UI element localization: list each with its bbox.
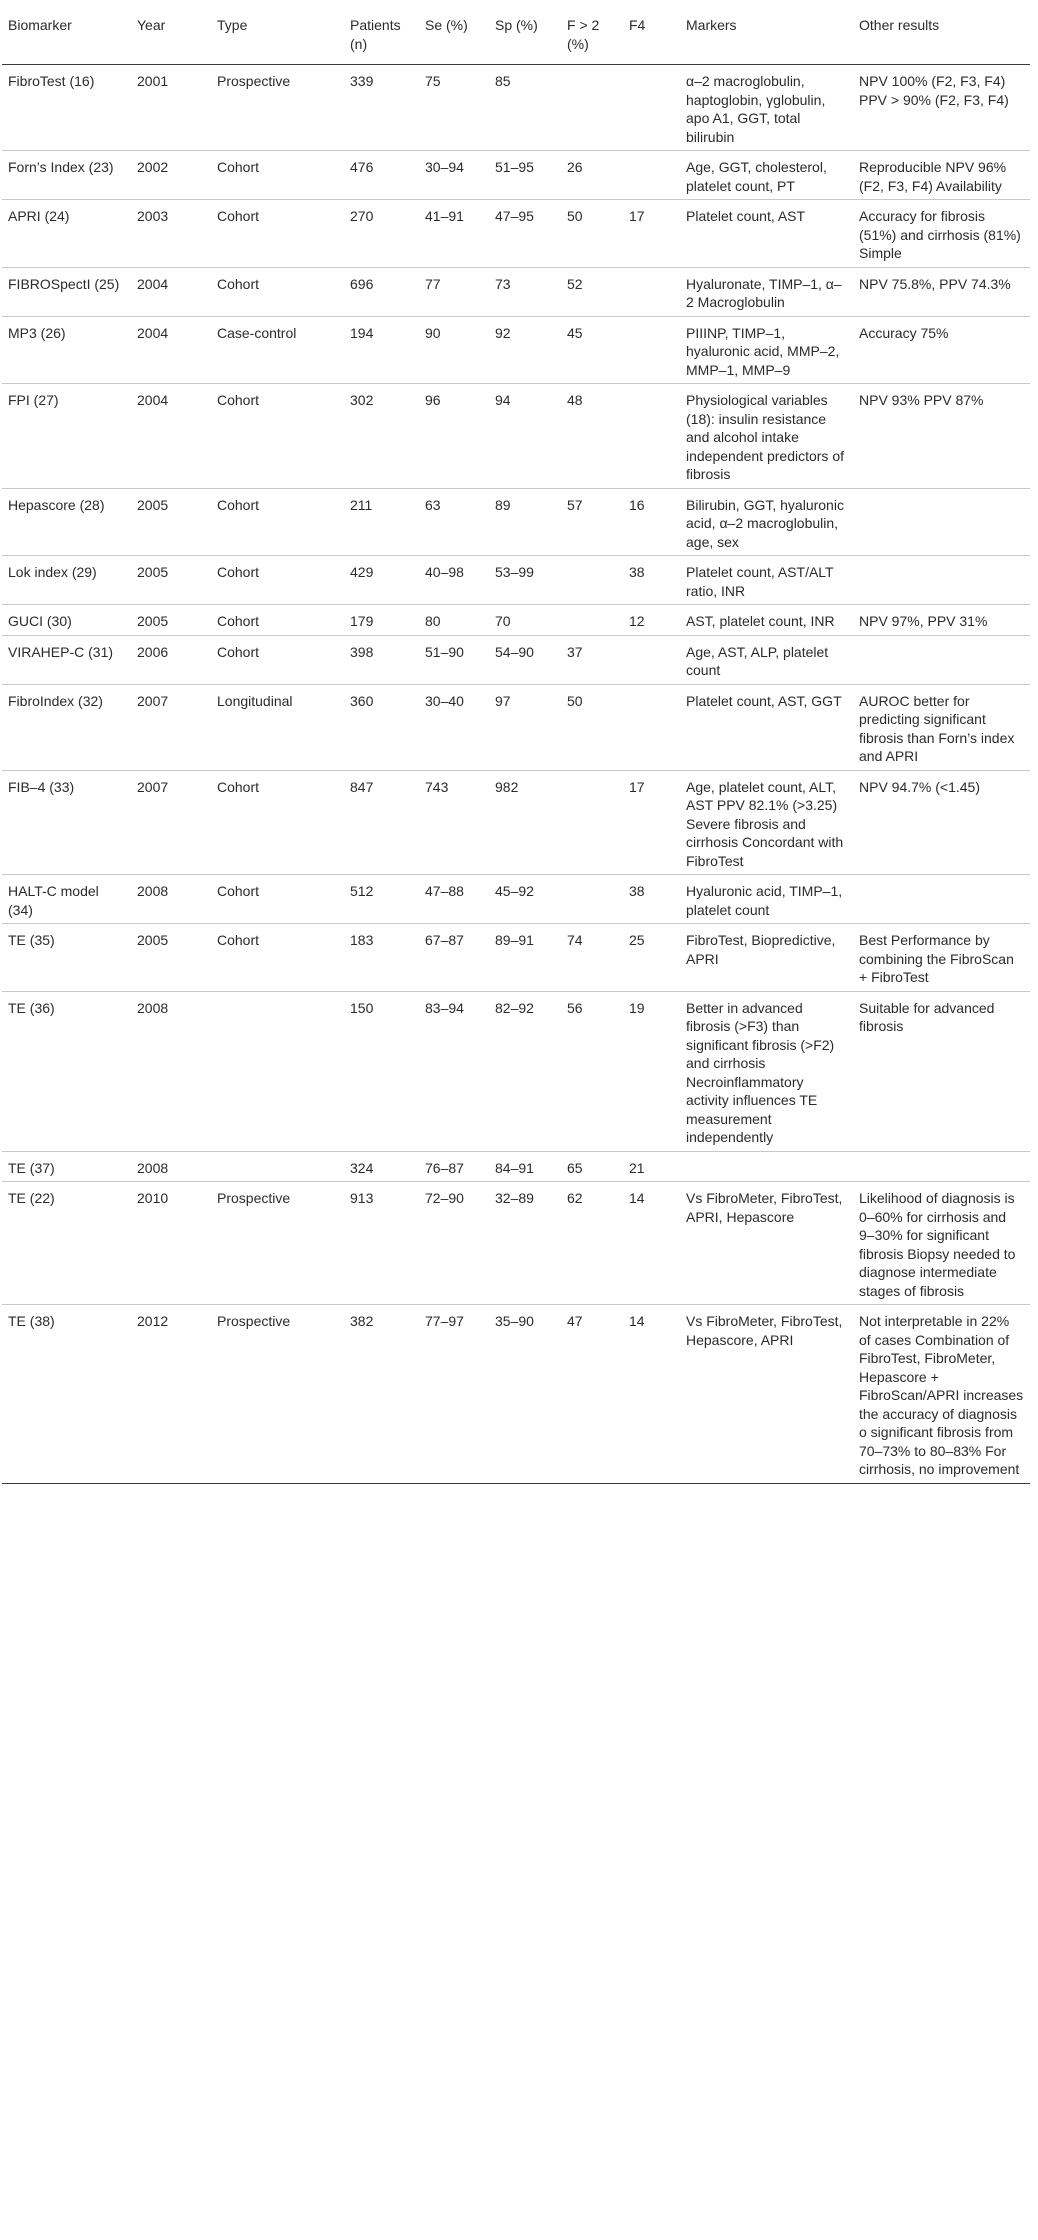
cell-f4: 17 — [623, 200, 680, 268]
cell-f4: 21 — [623, 1151, 680, 1182]
cell-other-results — [853, 875, 1030, 924]
cell-sp: 85 — [489, 65, 561, 151]
cell-other-results — [853, 488, 1030, 556]
cell-type: Prospective — [211, 65, 344, 151]
cell-markers: Vs FibroMeter, FibroTest, Hepascore, APRI — [680, 1305, 853, 1484]
cell-sp: 32–89 — [489, 1182, 561, 1305]
cell-sp: 70 — [489, 605, 561, 636]
cell-f2 — [561, 556, 623, 605]
cell-markers: PIIINP, TIMP–1, hyaluronic acid, MMP–2, MMP–1, MMP–9 — [680, 316, 853, 384]
cell-se: 40–98 — [419, 556, 489, 605]
cell-markers: Hyaluronic acid, TIMP–1, platelet count — [680, 875, 853, 924]
cell-other-results: NPV 97%, PPV 31% — [853, 605, 1030, 636]
cell-type: Cohort — [211, 488, 344, 556]
cell-type: Cohort — [211, 151, 344, 200]
table-row — [2, 1151, 1030, 1182]
cell-se: 90 — [419, 316, 489, 384]
header-f4: F4 — [623, 6, 680, 65]
cell-f4: 17 — [623, 770, 680, 875]
cell-se: 30–40 — [419, 684, 489, 770]
cell-f4: 25 — [623, 924, 680, 992]
cell-year: 2004 — [131, 267, 211, 316]
table-row — [2, 684, 1030, 770]
cell-se: 83–94 — [419, 991, 489, 1151]
table-row — [2, 384, 1030, 489]
table-row — [2, 875, 1030, 924]
cell-sp: 47–95 — [489, 200, 561, 268]
table-row — [2, 770, 1030, 875]
cell-year: 2005 — [131, 488, 211, 556]
header-biomarker: Biomarker — [2, 6, 131, 65]
cell-markers: FibroTest, Biopredictive, APRI — [680, 924, 853, 992]
cell-patients: 512 — [344, 875, 419, 924]
cell-patients: 847 — [344, 770, 419, 875]
table-row — [2, 151, 1030, 200]
cell-f4 — [623, 65, 680, 151]
header-type: Type — [211, 6, 344, 65]
cell-biomarker: FIB–4 (33) — [2, 770, 131, 875]
header-markers: Markers — [680, 6, 853, 65]
cell-se: 47–88 — [419, 875, 489, 924]
cell-se: 80 — [419, 605, 489, 636]
cell-se: 96 — [419, 384, 489, 489]
cell-markers: Bilirubin, GGT, hyaluronic acid, α–2 macroglobulin, age, sex — [680, 488, 853, 556]
cell-type: Prospective — [211, 1305, 344, 1484]
cell-type: Cohort — [211, 200, 344, 268]
cell-patients: 324 — [344, 1151, 419, 1182]
cell-year: 2010 — [131, 1182, 211, 1305]
cell-type: Cohort — [211, 384, 344, 489]
table-row — [2, 924, 1030, 992]
cell-f2: 50 — [561, 200, 623, 268]
cell-other-results — [853, 1151, 1030, 1182]
cell-patients: 339 — [344, 65, 419, 151]
cell-markers: α–2 macroglobulin, haptoglobin, γglobulin, apo A1, GGT, total bilirubin — [680, 65, 853, 151]
cell-markers: Hyaluronate, TIMP–1, α–2 Macroglobulin — [680, 267, 853, 316]
table-row — [2, 605, 1030, 636]
cell-other-results: Likelihood of diagnosis is 0–60% for cirrhosis and 9–30% for significant fibrosis Biopsy needed to diagnose intermediate stages of fibrosis — [853, 1182, 1030, 1305]
cell-other-results: NPV 100% (F2, F3, F4) PPV > 90% (F2, F3, F4) — [853, 65, 1030, 151]
cell-other-results: NPV 93% PPV 87% — [853, 384, 1030, 489]
cell-f4: 38 — [623, 556, 680, 605]
cell-se: 75 — [419, 65, 489, 151]
cell-f2 — [561, 65, 623, 151]
cell-patients: 398 — [344, 635, 419, 684]
cell-year: 2004 — [131, 384, 211, 489]
table-row — [2, 65, 1030, 151]
cell-year: 2005 — [131, 556, 211, 605]
cell-f2 — [561, 875, 623, 924]
cell-se: 77–97 — [419, 1305, 489, 1484]
cell-type: Cohort — [211, 875, 344, 924]
cell-biomarker: GUCI (30) — [2, 605, 131, 636]
cell-biomarker: APRI (24) — [2, 200, 131, 268]
cell-biomarker: TE (37) — [2, 1151, 131, 1182]
table-row — [2, 267, 1030, 316]
cell-markers: Physiological variables (18): insulin resistance and alcohol intake independent predictors of fibrosis — [680, 384, 853, 489]
cell-sp: 84–91 — [489, 1151, 561, 1182]
table-row — [2, 1182, 1030, 1305]
cell-type: Prospective — [211, 1182, 344, 1305]
header-f2: F > 2 (%) — [561, 6, 623, 65]
biomarker-table — [2, 6, 1030, 1484]
cell-other-results: Not interpretable in 22% of cases Combination of FibroTest, FibroMeter, Hepascore + FibroScan/APRI increases the accuracy of diagnosis o significant fibrosis from 70–73% to 80–83% For cirrhosis, no improvement — [853, 1305, 1030, 1484]
cell-markers: Platelet count, AST — [680, 200, 853, 268]
cell-other-results: Reproducible NPV 96% (F2, F3, F4) Availability — [853, 151, 1030, 200]
cell-se: 41–91 — [419, 200, 489, 268]
cell-year: 2007 — [131, 684, 211, 770]
cell-f2: 65 — [561, 1151, 623, 1182]
cell-f2: 74 — [561, 924, 623, 992]
cell-patients: 302 — [344, 384, 419, 489]
cell-patients: 150 — [344, 991, 419, 1151]
cell-sp: 89–91 — [489, 924, 561, 992]
cell-f2: 57 — [561, 488, 623, 556]
table-row — [2, 488, 1030, 556]
cell-year: 2005 — [131, 924, 211, 992]
cell-markers: Better in advanced fibrosis (>F3) than significant fibrosis (>F2) and cirrhosis Necroinflammatory activity influences TE measurement independently — [680, 991, 853, 1151]
cell-patients: 183 — [344, 924, 419, 992]
cell-year: 2008 — [131, 875, 211, 924]
cell-biomarker: VIRAHEP-C (31) — [2, 635, 131, 684]
cell-patients: 696 — [344, 267, 419, 316]
cell-biomarker: MP3 (26) — [2, 316, 131, 384]
cell-f4 — [623, 151, 680, 200]
cell-markers — [680, 1151, 853, 1182]
cell-year: 2001 — [131, 65, 211, 151]
cell-f2: 62 — [561, 1182, 623, 1305]
cell-biomarker: Forn’s Index (23) — [2, 151, 131, 200]
cell-patients: 211 — [344, 488, 419, 556]
cell-sp: 82–92 — [489, 991, 561, 1151]
cell-type: Cohort — [211, 635, 344, 684]
cell-patients: 360 — [344, 684, 419, 770]
cell-other-results: NPV 75.8%, PPV 74.3% — [853, 267, 1030, 316]
cell-patients: 179 — [344, 605, 419, 636]
cell-f2: 50 — [561, 684, 623, 770]
cell-f2 — [561, 605, 623, 636]
table-row — [2, 635, 1030, 684]
cell-se: 72–90 — [419, 1182, 489, 1305]
cell-markers: Platelet count, AST/ALT ratio, INR — [680, 556, 853, 605]
cell-year: 2007 — [131, 770, 211, 875]
cell-other-results: Accuracy 75% — [853, 316, 1030, 384]
table-row — [2, 316, 1030, 384]
cell-sp: 51–95 — [489, 151, 561, 200]
cell-f4 — [623, 684, 680, 770]
cell-type: Cohort — [211, 770, 344, 875]
cell-patients: 429 — [344, 556, 419, 605]
header-patients: Patients (n) — [344, 6, 419, 65]
cell-type: Cohort — [211, 556, 344, 605]
cell-other-results: AUROC better for predicting significant fibrosis than Forn’s index and APRI — [853, 684, 1030, 770]
table-row — [2, 991, 1030, 1151]
cell-patients: 194 — [344, 316, 419, 384]
cell-f4: 19 — [623, 991, 680, 1151]
cell-other-results: Accuracy for fibrosis (51%) and cirrhosis (81%) Simple — [853, 200, 1030, 268]
cell-year: 2006 — [131, 635, 211, 684]
cell-biomarker: HALT-C model (34) — [2, 875, 131, 924]
cell-markers: AST, platelet count, INR — [680, 605, 853, 636]
cell-sp: 92 — [489, 316, 561, 384]
cell-f4 — [623, 635, 680, 684]
cell-markers: Age, AST, ALP, platelet count — [680, 635, 853, 684]
cell-f2: 26 — [561, 151, 623, 200]
cell-f2: 52 — [561, 267, 623, 316]
cell-markers: Age, GGT, cholesterol, platelet count, PT — [680, 151, 853, 200]
cell-sp: 982 — [489, 770, 561, 875]
cell-patients: 270 — [344, 200, 419, 268]
cell-biomarker: TE (22) — [2, 1182, 131, 1305]
cell-f4: 38 — [623, 875, 680, 924]
cell-type: Case-control — [211, 316, 344, 384]
header-row — [2, 6, 1030, 65]
cell-type: Longitudinal — [211, 684, 344, 770]
cell-year: 2003 — [131, 200, 211, 268]
cell-markers: Vs FibroMeter, FibroTest, APRI, Hepascore — [680, 1182, 853, 1305]
cell-f2: 48 — [561, 384, 623, 489]
cell-f2: 56 — [561, 991, 623, 1151]
cell-sp: 94 — [489, 384, 561, 489]
cell-se: 51–90 — [419, 635, 489, 684]
cell-f4: 12 — [623, 605, 680, 636]
cell-type — [211, 1151, 344, 1182]
cell-biomarker: FibroTest (16) — [2, 65, 131, 151]
cell-other-results: NPV 94.7% (<1.45) — [853, 770, 1030, 875]
cell-f4 — [623, 316, 680, 384]
cell-sp: 45–92 — [489, 875, 561, 924]
table-body — [2, 65, 1030, 1484]
header-sp: Sp (%) — [489, 6, 561, 65]
cell-type — [211, 991, 344, 1151]
cell-f4 — [623, 384, 680, 489]
header-se: Se (%) — [419, 6, 489, 65]
cell-biomarker: Hepascore (28) — [2, 488, 131, 556]
cell-type: Cohort — [211, 924, 344, 992]
cell-se: 76–87 — [419, 1151, 489, 1182]
cell-patients: 476 — [344, 151, 419, 200]
cell-year: 2012 — [131, 1305, 211, 1484]
cell-patients: 382 — [344, 1305, 419, 1484]
cell-f4 — [623, 267, 680, 316]
cell-biomarker: FPI (27) — [2, 384, 131, 489]
cell-f2: 37 — [561, 635, 623, 684]
cell-biomarker: TE (36) — [2, 991, 131, 1151]
cell-biomarker: Lok index (29) — [2, 556, 131, 605]
cell-biomarker: TE (38) — [2, 1305, 131, 1484]
table-header — [2, 6, 1030, 65]
cell-se: 63 — [419, 488, 489, 556]
cell-type: Cohort — [211, 605, 344, 636]
cell-sp: 54–90 — [489, 635, 561, 684]
cell-se: 77 — [419, 267, 489, 316]
header-year: Year — [131, 6, 211, 65]
cell-markers: Platelet count, AST, GGT — [680, 684, 853, 770]
cell-sp: 73 — [489, 267, 561, 316]
cell-year: 2004 — [131, 316, 211, 384]
table-row — [2, 200, 1030, 268]
cell-f2: 47 — [561, 1305, 623, 1484]
cell-f2 — [561, 770, 623, 875]
header-other-results: Other results — [853, 6, 1030, 65]
cell-other-results — [853, 556, 1030, 605]
cell-f2: 45 — [561, 316, 623, 384]
cell-type: Cohort — [211, 267, 344, 316]
cell-f4: 16 — [623, 488, 680, 556]
cell-sp: 35–90 — [489, 1305, 561, 1484]
cell-markers: Age, platelet count, ALT, AST PPV 82.1% (>3.25) Severe fibrosis and cirrhosis Concordant with FibroTest — [680, 770, 853, 875]
cell-patients: 913 — [344, 1182, 419, 1305]
cell-sp: 89 — [489, 488, 561, 556]
cell-biomarker: FibroIndex (32) — [2, 684, 131, 770]
cell-biomarker: FIBROSpectI (25) — [2, 267, 131, 316]
table-row — [2, 556, 1030, 605]
cell-se: 30–94 — [419, 151, 489, 200]
cell-sp: 53–99 — [489, 556, 561, 605]
cell-f4: 14 — [623, 1182, 680, 1305]
cell-year: 2002 — [131, 151, 211, 200]
cell-other-results: Suitable for advanced fibrosis — [853, 991, 1030, 1151]
cell-year: 2005 — [131, 605, 211, 636]
cell-se: 67–87 — [419, 924, 489, 992]
cell-other-results: Best Performance by combining the FibroScan + FibroTest — [853, 924, 1030, 992]
cell-year: 2008 — [131, 1151, 211, 1182]
table-row — [2, 1305, 1030, 1484]
cell-f4: 14 — [623, 1305, 680, 1484]
cell-other-results — [853, 635, 1030, 684]
cell-year: 2008 — [131, 991, 211, 1151]
cell-se: 743 — [419, 770, 489, 875]
cell-biomarker: TE (35) — [2, 924, 131, 992]
cell-sp: 97 — [489, 684, 561, 770]
